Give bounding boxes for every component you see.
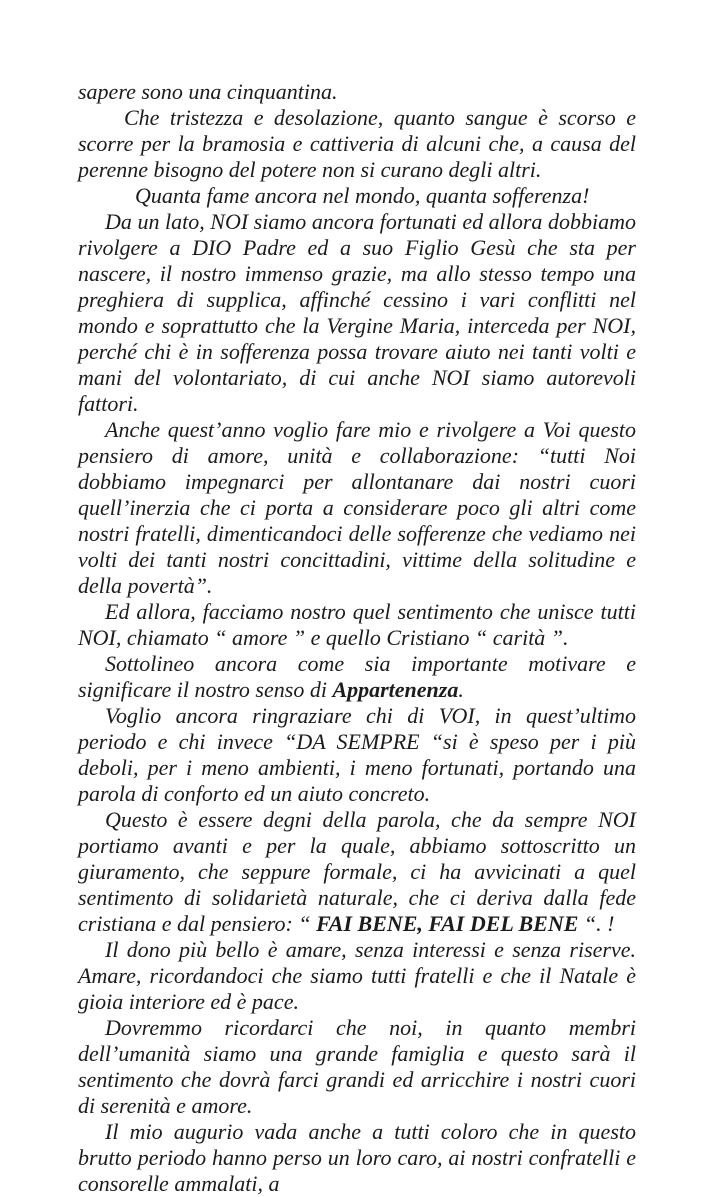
- text-segment: Quanta fame ancora nel mondo, quanta sofferenza!: [135, 183, 590, 208]
- text-segment: Da un lato, NOI siamo ancora fortunati ed allora dobbiamo rivolgere a DIO Padre ed a suo Figlio Gesù che sta per nascere, il nostro immenso grazie, ma allo stesso tempo una preghiera di supplica, affinché cessino i vari conflitti nel mondo e soprattutto che la Vergine Maria, interceda per NOI, perché chi è in sofferenza possa trovare aiuto nei tanti volti e mani del volontariato, di cui anche NOI siamo autorevoli fattori.: [78, 209, 636, 416]
- text-segment: Sottolineo ancora come sia importante motivare e significare il nostro senso di: [78, 651, 636, 702]
- text-segment: Dovremmo ricordarci che noi, in quanto membri dell’umanità siamo una grande famiglia e questo sarà il sentimento che dovrà farci grandi ed arricchire i nostri cuori di serenità e amore.: [78, 1015, 636, 1118]
- paragraph: [78, 1015, 636, 1119]
- text-segment: Questo è essere degni della parola, che da sempre NOI portiamo avanti e per la quale, abbiamo sottoscritto un giuramento, che seppure formale, ci ha avvicinati a quel sentimento di solidarietà naturale, che ci deriva dalla fede cristiana e dal pensiero: “: [78, 807, 636, 936]
- paragraph: [78, 417, 636, 599]
- paragraph: [78, 105, 636, 183]
- paragraph: [78, 937, 636, 1015]
- bold-text-segment: Appartenenza: [332, 677, 459, 702]
- paragraph: [78, 651, 636, 703]
- paragraph: [78, 807, 636, 937]
- paragraph: [78, 599, 636, 651]
- text-segment: Voglio ancora ringraziare chi di VOI, in quest’ultimo periodo e chi invece “DA SEMPRE “si è speso per i più deboli, per i meno ambienti, i meno fortunati, portando una parola di conforto ed un aiuto concreto.: [78, 703, 636, 806]
- text-segment: Ed allora, facciamo nostro quel sentimento che unisce tutti NOI, chiamato “ amore ” e quello Cristiano “ carità ”.: [78, 599, 636, 650]
- text-segment: sapere sono una cinquantina.: [78, 79, 338, 104]
- page-text: [78, 79, 636, 1197]
- text-segment: .: [458, 677, 464, 702]
- text-segment: Il dono più bello è amare, senza interessi e senza riserve. Amare, ricordandoci che siamo tutti fratelli e che il Natale è gioia interiore ed è pace.: [78, 937, 636, 1014]
- text-segment: Anche quest’anno voglio fare mio e rivolgere a Voi questo pensiero di amore, unità e collaborazione: “tutti Noi dobbiamo impegnarci per allontanare dai nostri cuori quell’inerzia che ci porta a considerare poco gli altri come nostri fratelli, dimenticandoci delle sofferenze che vediamo nei volti dei tanti nostri concittadini, vittime della solitudine e della povertà”.: [78, 417, 636, 598]
- paragraph: [78, 1119, 636, 1197]
- text-segment: Che tristezza e desolazione, quanto sangue è scorso e scorre per la bramosia e cattiveria di alcuni che, a causa del perenne bisogno del potere non si curano degli altri.: [78, 105, 636, 182]
- text-segment: “. !: [578, 911, 615, 936]
- paragraph: [78, 79, 636, 105]
- paragraph: [78, 209, 636, 417]
- bold-text-segment: FAI BENE, FAI DEL BENE: [316, 911, 579, 936]
- text-segment: Il mio augurio vada anche a tutti coloro che in questo brutto periodo hanno perso un loro caro, ai nostri confratelli e consorelle ammalati, a: [78, 1119, 636, 1196]
- paragraph: [78, 703, 636, 807]
- paragraph: [78, 183, 636, 209]
